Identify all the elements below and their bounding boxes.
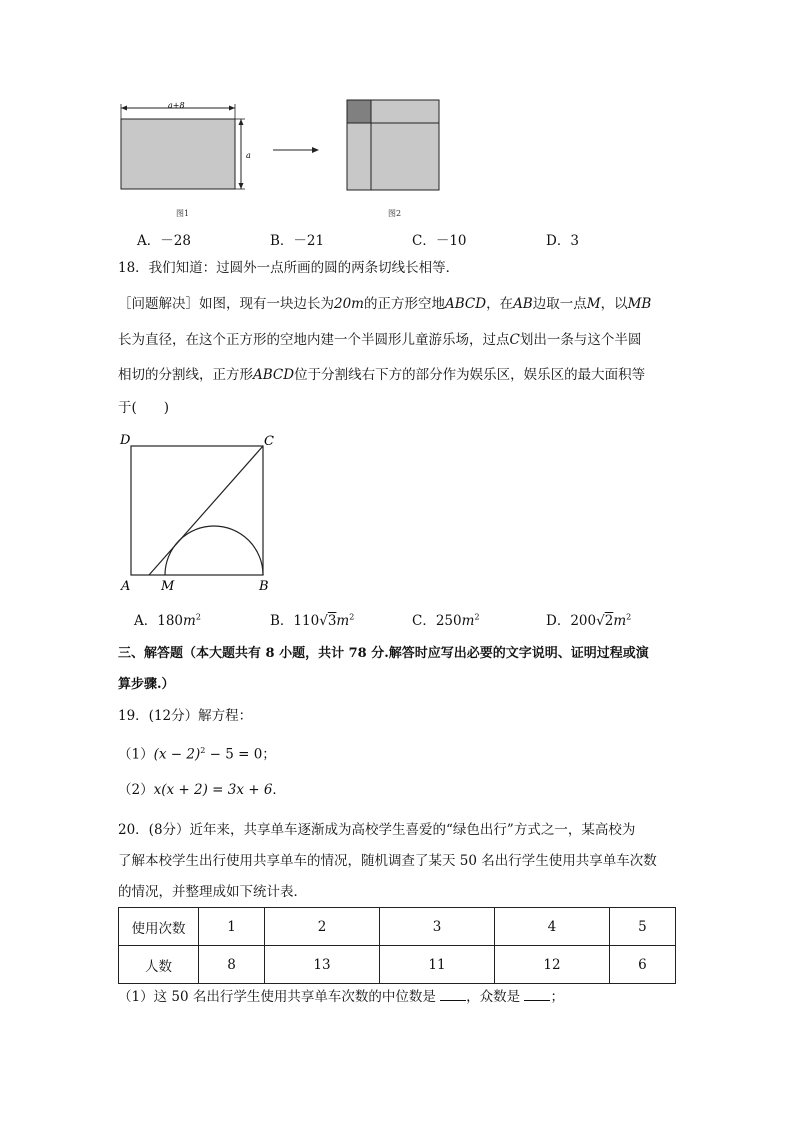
usage-stats-table (118, 907, 676, 984)
table-cell: 2 (265, 908, 380, 946)
table-cell: 1 (199, 908, 265, 946)
q20-line-3: 的情况，并整理成如下统计表． (118, 884, 307, 900)
figure-2-caption: 图2 (388, 209, 402, 218)
table-cell: 13 (265, 946, 380, 984)
q17-option-b[interactable]: B．－21 (270, 233, 325, 249)
q18-square-figure (112, 428, 282, 598)
fig1-width-label: a+8 (168, 101, 185, 110)
table-cell: 8 (199, 946, 265, 984)
table-row (119, 946, 676, 984)
table-cell: 5 (609, 908, 675, 946)
table-cell: 3 (380, 908, 495, 946)
median-answer-blank[interactable] (440, 988, 466, 1001)
section-3-heading-line-2: 算步骤.） (118, 677, 175, 692)
q18-statement: 18．我们知道：过圆外一点所画的圆的两条切线长相等． (118, 260, 460, 276)
q20-line-1: 20．(8分）近年来，共享单车逐渐成为高校学生喜爱的“绿色出行”方式之一，某高校为 (118, 822, 636, 838)
q19-title: 19．(12分）解方程： (118, 708, 253, 724)
q18-option-d[interactable]: D．$200√2m^2$ (546, 612, 632, 629)
q18-option-b[interactable]: B．$110√3m^2$ (270, 612, 355, 629)
fig1-height-label: a (246, 151, 251, 160)
figure-1-rectangle (110, 100, 270, 212)
table-cell: 6 (609, 946, 675, 984)
figure-1-caption: 图1 (176, 209, 190, 218)
q18-problem-line-4: 于( ) (118, 400, 170, 416)
q18-option-a[interactable]: A．$180m^2$ (134, 612, 201, 629)
q18-problem-line-1: ［问题解决］如图，现有一块边长为20m的正方形空地ABCD，在AB边取一点M，以MB (118, 296, 652, 312)
label-c: C (264, 434, 274, 449)
q18-problem-line-3: 相切的分割线，正方形ABCD位于分割线右下方的部分作为娱乐区，娱乐区的最大面积等 (118, 367, 646, 383)
table-header-cell: 人数 (119, 946, 199, 984)
q20-line-2: 了解本校学生出行使用共享单车的情况，随机调查了某天 50 名出行学生使用共享单车次数 (118, 853, 657, 869)
q17-option-a[interactable]: A．－28 (137, 233, 191, 249)
label-a: A (121, 579, 131, 594)
q20-sub-question-1: （1）这 50 名出行学生使用共享单车次数的中位数是 ，众数是 ； (118, 989, 564, 1005)
mode-answer-blank[interactable] (524, 988, 550, 1001)
table-cell: 4 (494, 908, 609, 946)
table-cell: 11 (380, 946, 495, 984)
label-b: B (259, 579, 269, 594)
figure-2-square (345, 98, 441, 194)
label-d: D (120, 433, 131, 448)
q19-part-2: （2）x(x + 2) = 3x + 6． (118, 782, 286, 798)
q17-option-c[interactable]: C．－10 (412, 233, 467, 249)
q17-option-d[interactable]: D．3 (546, 233, 579, 249)
q18-problem-line-2: 长为直径，在这个正方形的空地内建一个半圆形儿童游乐场，过点C划出一条与这个半圆 (118, 332, 642, 348)
section-3-heading-line-1: 三、解答题（本大题共有 8 小题，共计 78 分.解答时应写出必要的文字说明、证明过程或演 (118, 646, 649, 661)
transform-arrow (270, 143, 322, 157)
table-row (119, 908, 676, 946)
table-header-cell: 使用次数 (119, 908, 199, 946)
q18-option-c[interactable]: C．$250m^2$ (412, 612, 480, 629)
table-cell: 12 (494, 946, 609, 984)
q19-part-1: $(1)(x - 2)^2 - 5 = 0$； (118, 746, 276, 763)
label-m: M (161, 579, 175, 594)
